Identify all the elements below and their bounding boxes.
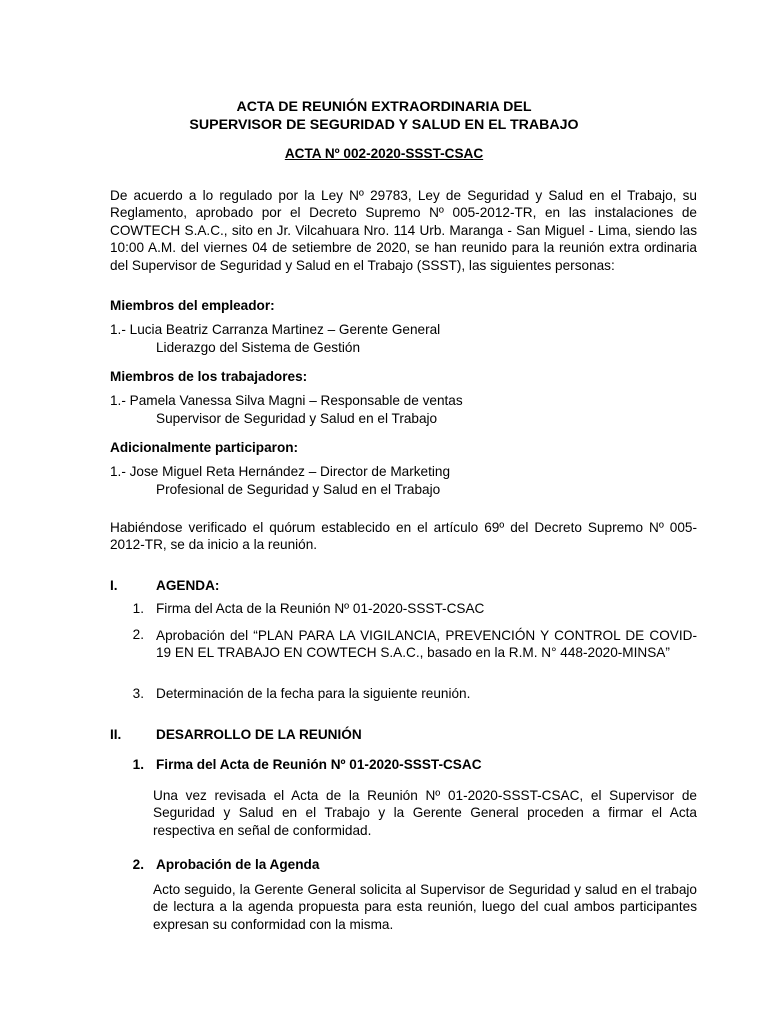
- document-title-line1: ACTA DE REUNIÓN EXTRAORDINARIA DEL: [236, 99, 532, 115]
- intro-paragraph: De acuerdo a lo regulado por la Ley Nº 29783, Ley de Seguridad y Salud en el Trabajo, su Reglamento, aprobado por el Decreto Supremo Nº 005-2012-TR, en las instalaciones de COWTECH S.A.C., sito en Jr. Vilcahuara Nro. 114 Urb. Maranga - San Miguel - Lima, siendo las 10:00 A.M. del viernes 04 de setiembre de 2020, se han reunido para la reunión extra ordinaria del Supervisor de Seguridad y Salud en el Trabajo (SSST), las siguientes personas:: [110, 188, 697, 273]
- document-title-line2: SUPERVISOR DE SEGURIDAD Y SALUD EN EL TRABAJO: [189, 117, 579, 133]
- participants-employer-line1: 1.- Lucia Beatriz Carranza Martinez – Gerente General: [110, 322, 441, 337]
- participants-additional-line1: 1.- Jose Miguel Reta Hernández – Director de Marketing: [110, 464, 451, 479]
- agenda-roman-numeral: I.: [110, 578, 118, 593]
- participants-workers-heading: Miembros de los trabajadores:: [110, 369, 308, 384]
- development-section-body: Una vez revisada el Acta de la Reunión Nº 01-2020-SSST-CSAC, el Supervisor de Seguridad y Salud en el Trabajo y la Gerente General proceden a firmar el Acta respectiva en señal de conformidad.: [153, 788, 697, 838]
- participants-additional-line2: Profesional de Seguridad y Salud en el Trabajo: [156, 482, 441, 497]
- agenda-item-number: 2.: [132, 627, 144, 642]
- agenda-item-text: Aprobación del “PLAN PARA LA VIGILANCIA, PREVENCIÓN Y CONTROL DE COVID-19 EN EL TRABAJO EN COWTECH S.A.C., basado en la R.M. N° 448-2020-MINSA”: [156, 628, 697, 661]
- quorum-paragraph: Habiéndose verificado el quórum establecido en el artículo 69º del Decreto Supremo Nº 005-2012-TR, se da inicio a la reunión.: [110, 520, 697, 553]
- development-section-body: Acto seguido, la Gerente General solicita al Supervisor de Seguridad y salud en el trabajo de lectura a la agenda propuesta para esta reunión, luego del cual ambos participantes expresan su conformidad con la misma.: [153, 882, 697, 932]
- development-section-number: 2.: [132, 857, 144, 872]
- agenda-heading: AGENDA:: [156, 578, 220, 593]
- development-section-title: Firma del Acta de Reunión Nº 01-2020-SSST-CSAC: [156, 757, 482, 772]
- participants-additional-heading: Adicionalmente participaron:: [110, 440, 299, 455]
- development-section-number: 1.: [132, 757, 144, 772]
- development-heading: DESARROLLO DE LA REUNIÓN: [156, 727, 362, 742]
- participants-workers-line1: 1.- Pamela Vanessa Silva Magni – Responsable de ventas: [110, 393, 463, 408]
- participants-workers-line2: Supervisor de Seguridad y Salud en el Trabajo: [156, 411, 438, 426]
- development-section-title: Aprobación de la Agenda: [156, 857, 320, 872]
- development-roman-numeral: II.: [110, 727, 122, 742]
- participants-employer-line2: Liderazgo del Sistema de Gestión: [156, 340, 361, 355]
- agenda-item-number: 1.: [132, 601, 144, 616]
- agenda-item-number: 3.: [132, 686, 144, 701]
- acta-number: ACTA Nº 002-2020-SSST-CSAC: [284, 146, 484, 161]
- participants-employer-heading: Miembros del empleador:: [110, 298, 275, 313]
- agenda-item-text: Firma del Acta de la Reunión Nº 01-2020-SSST-CSAC: [156, 601, 485, 616]
- agenda-item-text: Determinación de la fecha para la siguiente reunión.: [156, 686, 471, 701]
